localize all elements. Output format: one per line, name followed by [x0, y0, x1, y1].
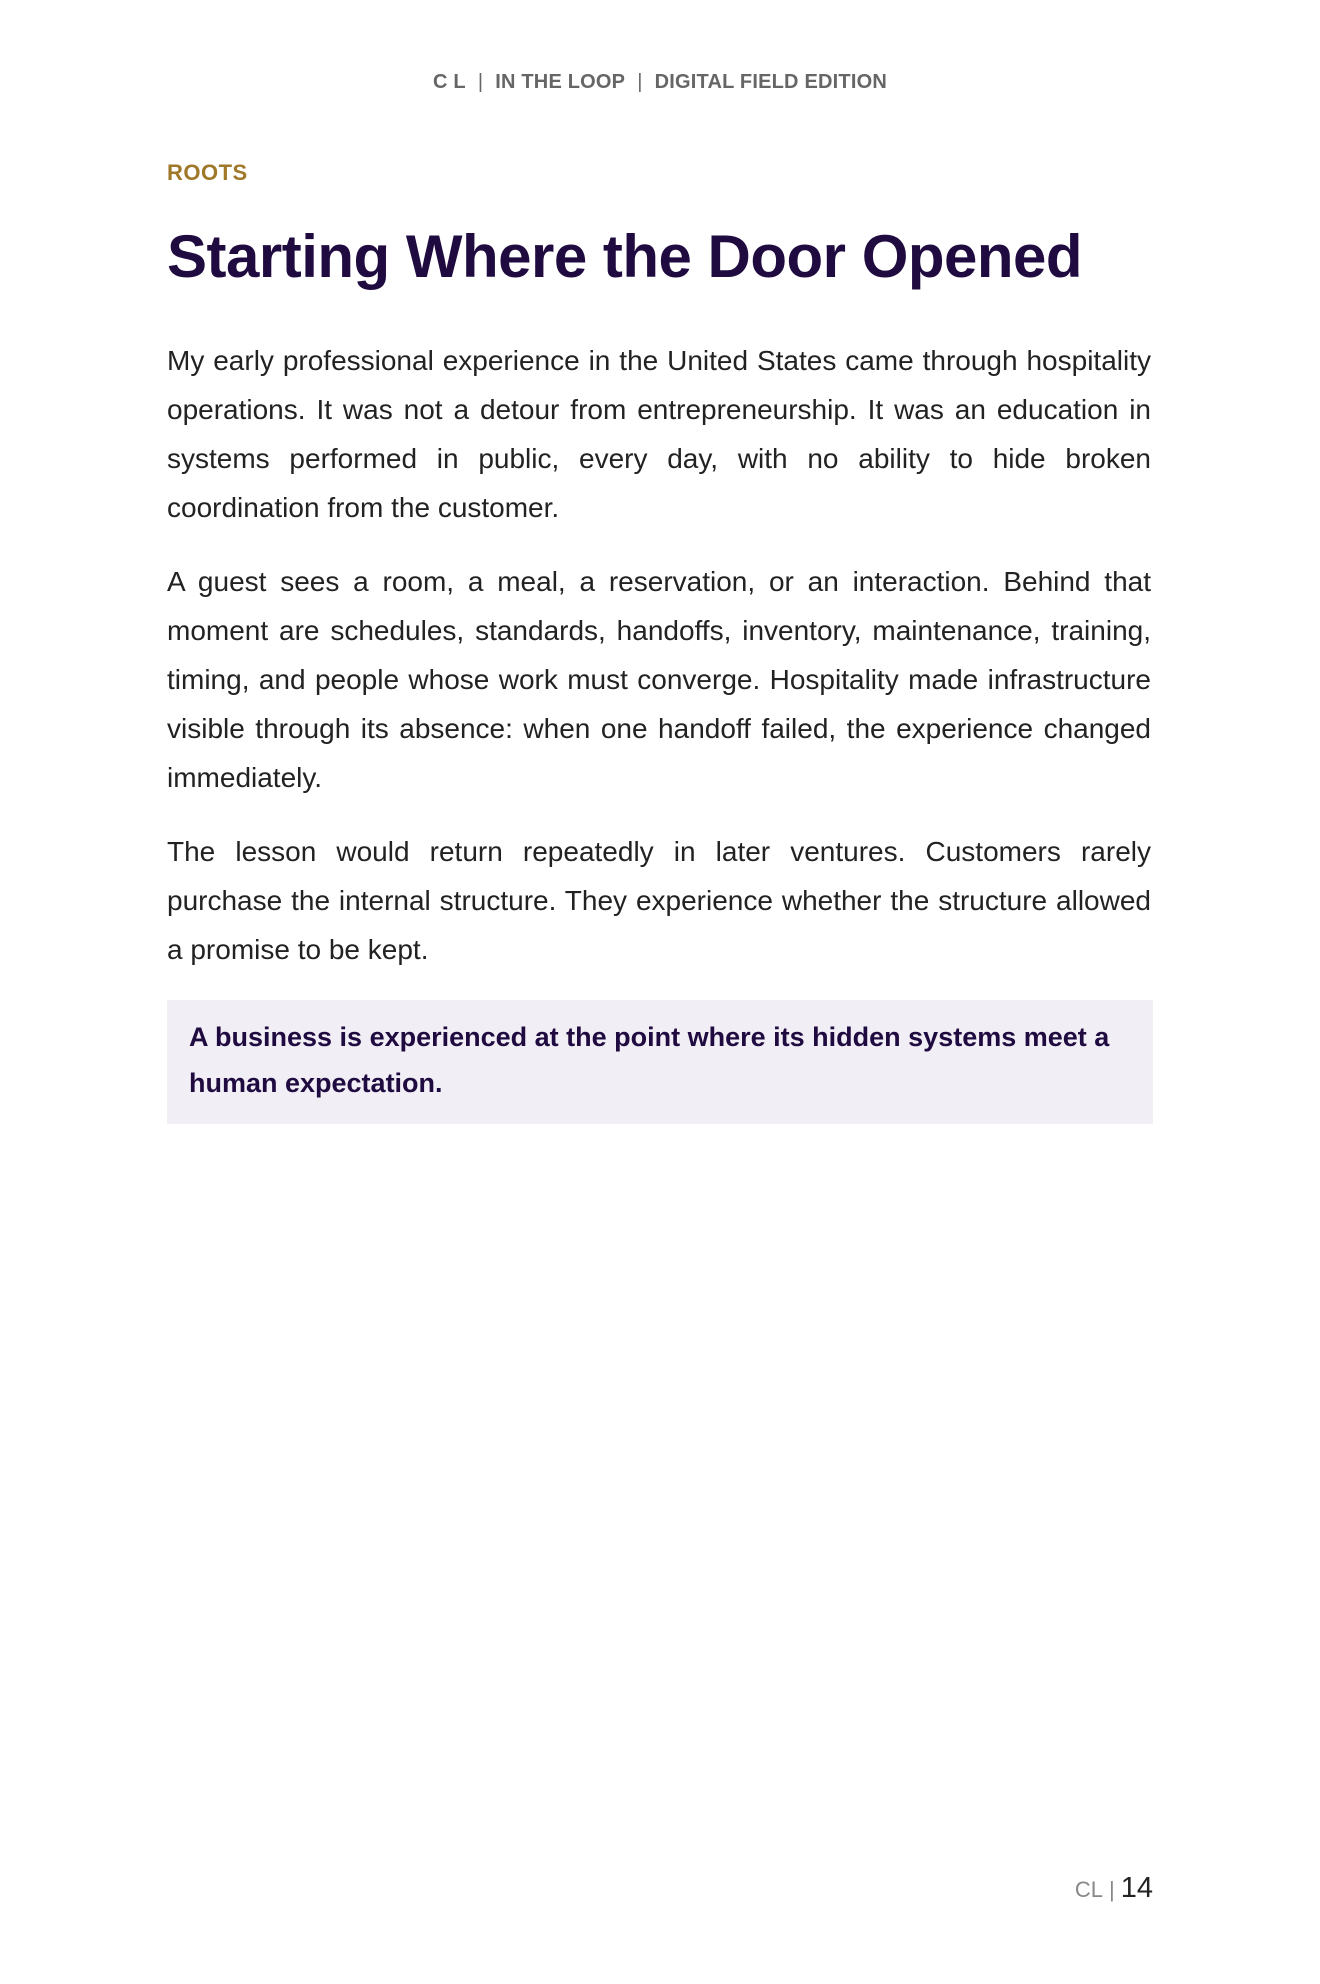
body-paragraph: A guest sees a room, a meal, a reservation, or an interaction. Behind that moment are schedules, standards, handoffs, inventory, maintenance, training, timing, and people whose work must converge. Hospitality made infrastructure visible through its absence: when one handoff failed, the experience changed immediately. [167, 566, 1151, 793]
article-title: Starting Where the Door Opened [167, 223, 1083, 290]
pull-quote-callout [167, 1000, 1153, 1124]
header-series: IN THE LOOP [495, 71, 626, 93]
header-separator: | [477, 71, 484, 93]
folio-initials: CL [1074, 1877, 1104, 1902]
body-paragraph: My early professional experience in the United States came through hospitality operations. It was not a detour from entrepreneurship. It was an education in systems performed in public, every day, with no ability to hide broken coordination from the customer. [167, 345, 1151, 523]
pull-quote-text: A business is experienced at the point where its hidden systems meet a human expectation. [189, 1022, 1110, 1098]
header-separator: | [637, 71, 643, 93]
body-paragraph: The lesson would return repeatedly in later ventures. Customers rarely purchase the internal structure. They experience whether the structure allowed a promise to be kept. [167, 836, 1151, 965]
page-folio [1075, 1872, 1153, 1905]
header-edition: DIGITAL FIELD EDITION [654, 71, 887, 93]
article-body [167, 336, 1151, 999]
folio-separator: | [1109, 1877, 1115, 1902]
page-number: 14 [1120, 1872, 1153, 1904]
running-header [0, 71, 1320, 94]
section-label: ROOTS [167, 160, 248, 185]
header-initials: C L [433, 71, 466, 93]
